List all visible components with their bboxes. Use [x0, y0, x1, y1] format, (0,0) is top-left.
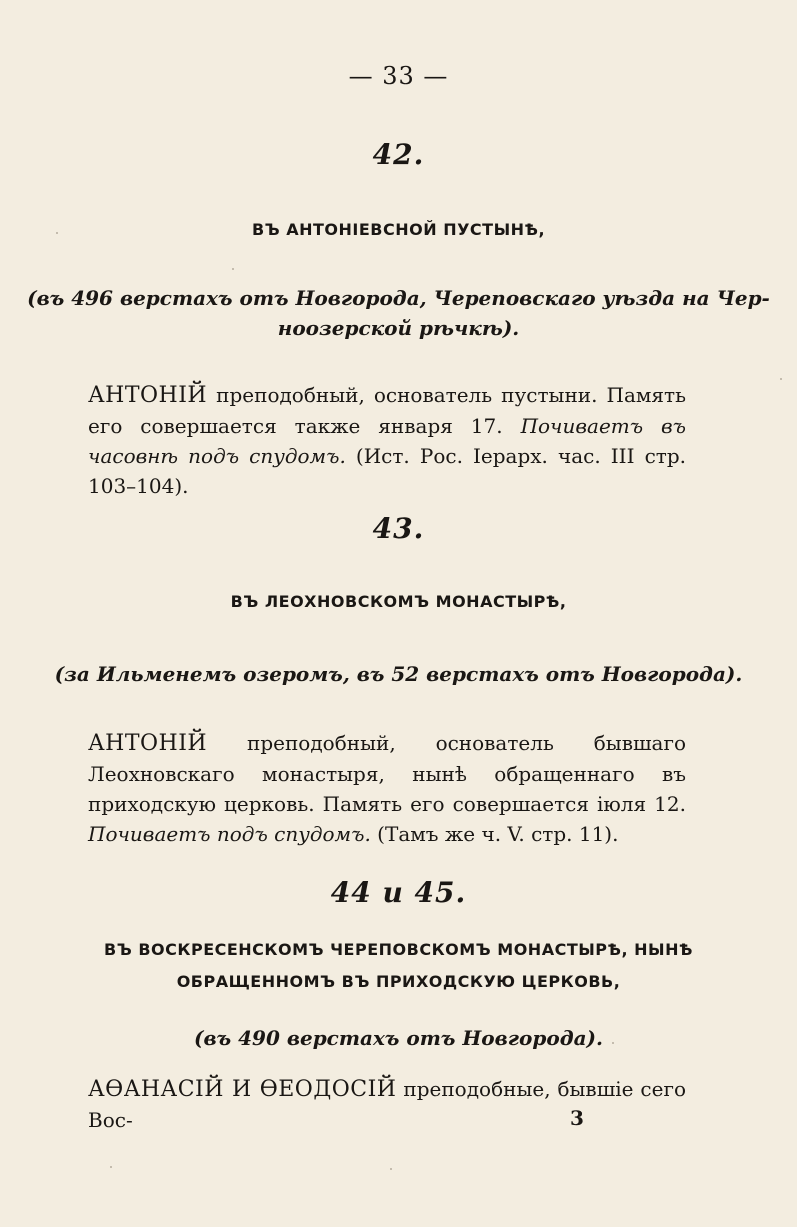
entry-paragraph [88, 1074, 686, 1135]
entry-text: преподобные, бывшіе сего Вос- [88, 1077, 686, 1132]
entry-text: (Тамъ же ч. V. стр. 11). [370, 822, 619, 846]
paper-speck [232, 268, 234, 270]
entry-lead: АНТОНІЙ [88, 383, 208, 408]
page-number: — 33 — [348, 62, 449, 90]
section-number: 43. [372, 512, 425, 545]
paper-speck [390, 1168, 392, 1170]
entry-text: (Ист. Рос. Іерарх. час. III стр. 103–104). [88, 444, 686, 498]
section-heading: ВЪ ВОСКРЕСЕНСКОМЪ ЧЕРЕПОВСКОМЪ МОНАСТЫРѢ, НЫНѢ [104, 940, 693, 959]
section-heading: ОБРАЩЕННОМЪ ВЪ ПРИХОДСКУЮ ЦЕРКОВЬ, [176, 972, 621, 991]
location-line: (въ 496 верстахъ отъ Новгорода, Череповскаго уѣзда на Чер- [27, 286, 770, 310]
entry-text: преподобный, основатель пустыни. Память его совершается также января 17. [88, 383, 686, 438]
entry-lead: АНТОНІЙ [88, 731, 208, 756]
entry-lead: ѲЕОДОСІЙ [259, 1077, 397, 1102]
entry-text: преподобный, основатель бывшаго Леохновскаго монастыря, нынѣ обращеннаго въ приходскую церковь. Память его совершается іюля 12. [88, 731, 686, 816]
entry-paragraph [88, 728, 686, 849]
section-heading: ВЪ ЛЕОХНОВСКОМЪ МОНАСТЫРѢ, [230, 592, 567, 611]
location-line: (въ 490 верстахъ отъ Новгорода). [194, 1026, 603, 1050]
entry-italic: Почиваетъ подъ спудомъ. [88, 822, 371, 846]
entry-paragraph [88, 380, 686, 501]
entry-lead-prefix: АѲАНАСІЙ И [88, 1077, 260, 1102]
paper-speck [612, 1042, 614, 1044]
location-line: ноозерской рѣчкѣ). [277, 316, 520, 340]
paper-speck [780, 378, 782, 380]
entry-italic: Почиваетъ въ часовнѣ подъ спудомъ. [88, 414, 686, 468]
location-line: (за Ильменемъ озеромъ, въ 52 верстахъ отъ Новгорода). [54, 662, 743, 686]
paper-speck [56, 232, 58, 234]
paper-speck [110, 1166, 112, 1168]
section-number: 44 и 45. [330, 876, 467, 909]
section-number: 42. [372, 138, 425, 171]
section-heading: ВЪ АНТОНІЕВСНОЙ ПУСТЫНѢ, [251, 220, 546, 239]
signature-mark: 3 [570, 1106, 584, 1130]
